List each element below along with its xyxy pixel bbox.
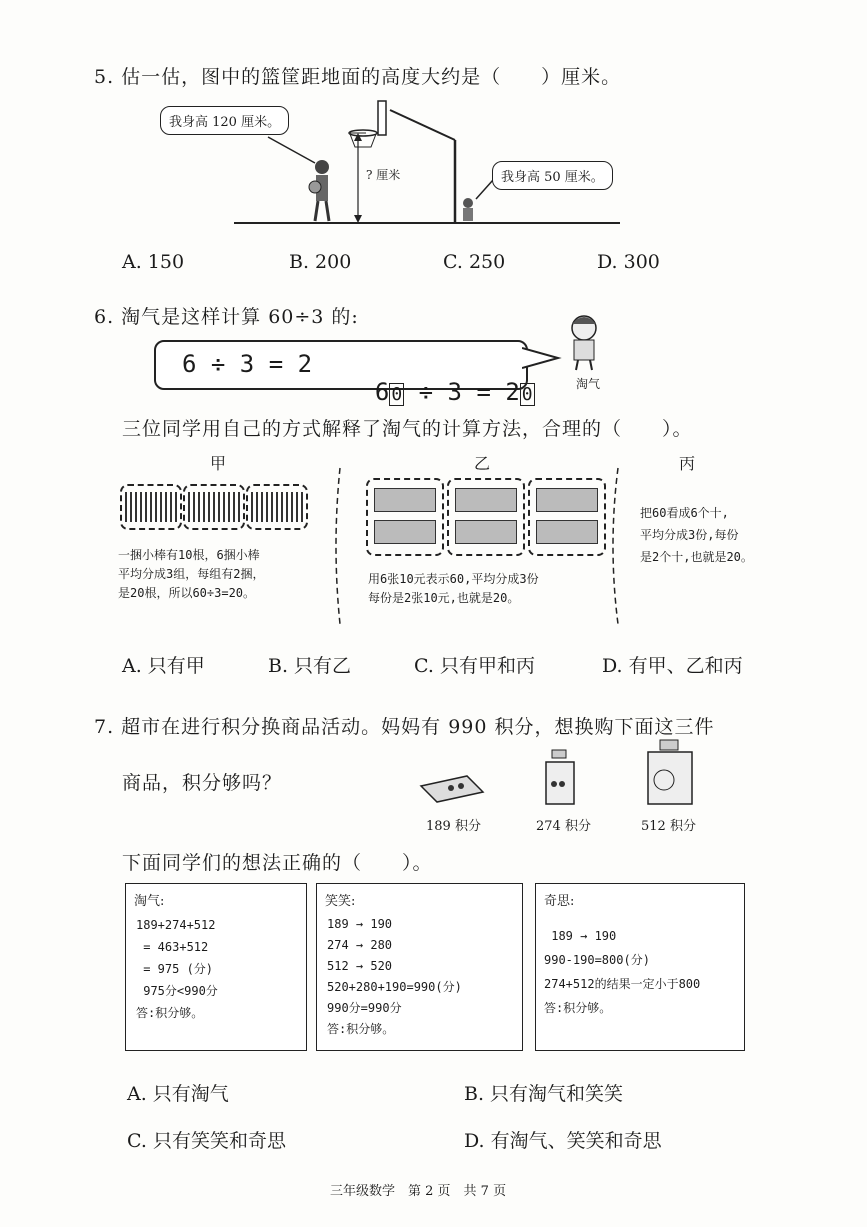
money-group-2 bbox=[447, 478, 525, 556]
separator-2 bbox=[604, 466, 624, 626]
product-1-points: 189 积分 bbox=[426, 819, 481, 834]
question-6-text: 6. 淘气是这样计算 60÷3 的: bbox=[94, 306, 359, 328]
question-6-prompt: 三位同学用自己的方式解释了淘气的计算方法，合理的（ ）。 bbox=[122, 418, 693, 440]
product-2-points: 274 积分 bbox=[536, 819, 591, 834]
calc-step-2 bbox=[346, 350, 535, 406]
q7-option-b[interactable]: B. 只有淘气和笑笑 bbox=[464, 1083, 624, 1105]
taoqi-character-icon bbox=[560, 312, 610, 372]
speech-bubble-child: 我身高 50 厘米。 bbox=[492, 161, 613, 190]
xiaoxiao-box-work: 189 → 190 274 → 280 512 → 520 520+280+190=990(分) 990分=990分 答:积分够。 bbox=[327, 917, 462, 1036]
student-bing-label: 丙 bbox=[679, 454, 696, 473]
ten-yuan-note-icon bbox=[536, 488, 598, 512]
stick-bundle-group-2 bbox=[183, 484, 245, 530]
qisi-work-box bbox=[535, 883, 745, 1051]
explanation-bing: 把60看成6个十, 平均分成3份,每份 是2个十,也就是20。 bbox=[640, 506, 753, 564]
q6-option-a[interactable]: A. 只有甲 bbox=[122, 655, 205, 677]
q5-option-d[interactable]: D. 300 bbox=[597, 251, 660, 273]
stick-bundle-group-1 bbox=[120, 484, 182, 530]
q5-option-a[interactable]: A. 150 bbox=[122, 251, 185, 273]
student-jia-label: 甲 bbox=[210, 454, 227, 473]
student-yi-label: 乙 bbox=[474, 454, 491, 473]
calc-rest: ÷ 3 = 2 bbox=[404, 378, 520, 406]
q7-option-d[interactable]: D. 有淘气、笑笑和奇思 bbox=[464, 1130, 662, 1152]
calc-box-zero: 0 bbox=[391, 384, 403, 405]
separator-1 bbox=[330, 466, 350, 626]
qisi-box-name: 奇思: bbox=[544, 894, 575, 909]
q5-option-c[interactable]: C. 250 bbox=[443, 251, 506, 273]
taoqi-name: 淘气 bbox=[576, 377, 601, 391]
calc-box-zero-result: 0 bbox=[521, 384, 533, 405]
product-2-icon bbox=[540, 748, 580, 808]
q5-option-b[interactable]: B. 200 bbox=[289, 251, 352, 273]
explanation-jia: 一捆小棒有10根，6捆小棒 平均分成3组，每组有2捆， 是20根，所以60÷3=20。 bbox=[118, 548, 265, 600]
height-unknown-label: ? 厘米 bbox=[366, 168, 401, 182]
question-5-text: 5. 估一估，图中的篮筐距地面的高度大约是（ ）厘米。 bbox=[94, 66, 622, 88]
q7-option-c[interactable]: C. 只有笑笑和奇思 bbox=[127, 1130, 286, 1152]
taoqi-work-box bbox=[125, 883, 307, 1051]
stick-bundle-group-3 bbox=[246, 484, 308, 530]
money-group-3 bbox=[528, 478, 606, 556]
ten-yuan-note-icon bbox=[455, 520, 517, 544]
ten-yuan-note-icon bbox=[536, 520, 598, 544]
money-group-1 bbox=[366, 478, 444, 556]
taoqi-box-name: 淘气: bbox=[134, 894, 165, 909]
question-7-prompt: 下面同学们的想法正确的（ ）。 bbox=[122, 852, 433, 874]
calc-step-1: 6 ÷ 3 = 2 bbox=[182, 350, 313, 378]
ten-yuan-note-icon bbox=[374, 488, 436, 512]
xiaoxiao-box-name: 笑笑: bbox=[325, 894, 356, 909]
question-7-text-line-1: 7. 超市在进行积分换商品活动。妈妈有 990 积分，想换购下面这三件 bbox=[94, 716, 715, 738]
q7-option-a[interactable]: A. 只有淘气 bbox=[127, 1083, 229, 1105]
taoqi-box-work: 189+274+512 = 463+512 = 975 (分) 975分<990分 答:积分够。 bbox=[136, 918, 218, 1020]
q6-option-b[interactable]: B. 只有乙 bbox=[268, 655, 352, 677]
ten-yuan-note-icon bbox=[455, 488, 517, 512]
speech-bubble-boy: 我身高 120 厘米。 bbox=[160, 106, 289, 135]
calc-digit: 6 bbox=[374, 378, 390, 406]
explanation-yi: 用6张10元表示60,平均分成3份 每份是2张10元,也就是20。 bbox=[368, 572, 539, 605]
product-1-icon bbox=[415, 768, 489, 808]
product-3-points: 512 积分 bbox=[641, 819, 696, 834]
ten-yuan-note-icon bbox=[374, 520, 436, 544]
question-7-text-line-2: 商品，积分够吗？ bbox=[122, 772, 283, 794]
product-3-icon bbox=[642, 738, 698, 808]
qisi-box-work: 189 → 190 990-190=800(分) 274+512的结果一定小于800 答:积分够。 bbox=[544, 929, 701, 1015]
xiaoxiao-work-box bbox=[316, 883, 523, 1051]
q6-option-c[interactable]: C. 只有甲和丙 bbox=[414, 655, 535, 677]
page-footer: 三年级数学 第 2 页 共 7 页 bbox=[330, 1184, 507, 1199]
q6-option-d[interactable]: D. 有甲、乙和丙 bbox=[602, 655, 743, 677]
